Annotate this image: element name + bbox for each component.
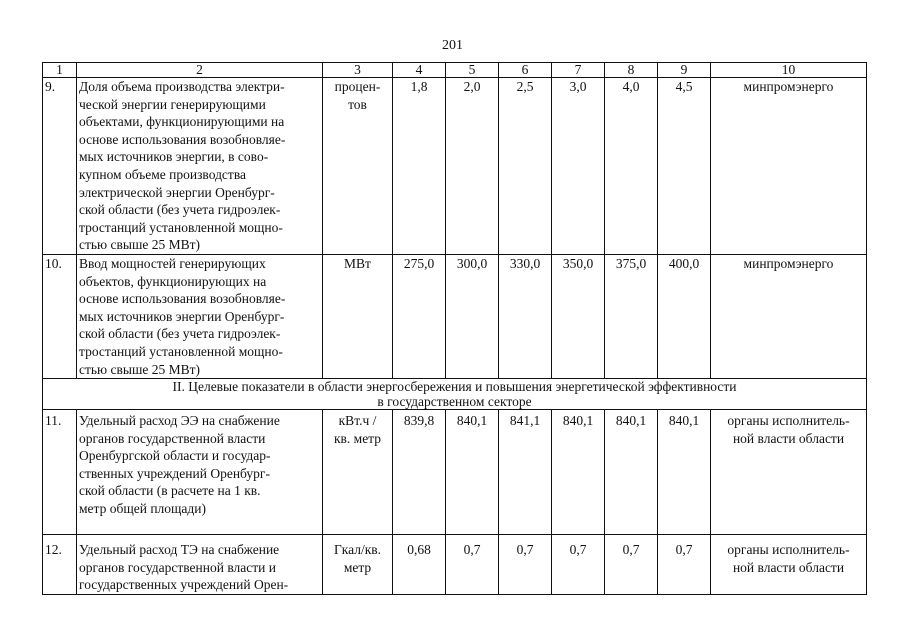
column-header: 3 [323, 63, 393, 78]
value-cell: 839,8 [393, 410, 446, 535]
indicator-description [77, 410, 323, 535]
table-row [43, 410, 867, 535]
value-cell: 350,0 [552, 254, 605, 378]
text-line: в государственном секторе [377, 394, 532, 410]
column-header: 6 [499, 63, 552, 78]
indicator-description [77, 254, 323, 378]
value-cell: 841,1 [499, 410, 552, 535]
text-line: объектами, функционирующими на [79, 114, 285, 130]
text-line: органы исполнитель- [727, 413, 850, 429]
text-line: минпромэнерго [743, 79, 834, 94]
row-number: 11. [43, 410, 77, 535]
value-cell: 275,0 [393, 254, 446, 378]
responsible-body [711, 78, 867, 255]
text-line: Удельный расход ЭЭ на снабжение [79, 413, 280, 429]
value-cell: 3,0 [552, 78, 605, 255]
value-cell: 4,5 [658, 78, 711, 255]
value-cell: 0,7 [446, 535, 499, 595]
text-line: процен- [334, 79, 381, 94]
text-line: ской области (без учета гидроэлек- [79, 326, 281, 342]
text-line: мых источников энергии Оренбург- [79, 308, 285, 324]
table-row [43, 78, 867, 255]
text-line: тов [348, 96, 367, 112]
unit-of-measure [323, 78, 393, 255]
text-line: II. Целевые показатели в области энергосбережения и повышения энергетической эффективности [172, 379, 737, 395]
value-cell: 2,5 [499, 78, 552, 255]
text-line: ской области (в расчете на 1 кв. [79, 483, 261, 499]
value-cell: 4,0 [605, 78, 658, 255]
text-line: основе использования возобновляе- [79, 131, 286, 147]
value-cell: 330,0 [499, 254, 552, 378]
text-line: Оренбургской области и государ- [79, 448, 271, 464]
column-header: 10 [711, 63, 867, 78]
text-line: купном объеме производства [79, 166, 247, 182]
value-cell: 400,0 [658, 254, 711, 378]
indicator-description [77, 535, 323, 595]
row-number: 10. [43, 254, 77, 378]
responsible-body [711, 254, 867, 378]
table-row [43, 254, 867, 378]
unit-of-measure [323, 410, 393, 535]
text-line: Доля объема производства электри- [79, 79, 285, 94]
text-line: основе использования возобновляе- [79, 291, 286, 307]
value-cell: 2,0 [446, 78, 499, 255]
unit-of-measure [323, 254, 393, 378]
text-line: метр общей площади) [79, 501, 207, 517]
column-header: 8 [605, 63, 658, 78]
row-number: 9. [43, 78, 77, 255]
value-cell: 840,1 [658, 410, 711, 535]
column-number-header [43, 63, 867, 78]
value-cell: 0,7 [552, 535, 605, 595]
text-line: государственных учреждений Орен- [79, 577, 289, 593]
text-line: Гкал/кв. [333, 542, 382, 558]
column-header: 7 [552, 63, 605, 78]
text-line: Ввод мощностей генерирующих [79, 255, 266, 271]
column-header: 4 [393, 63, 446, 78]
value-cell: 0,68 [393, 535, 446, 595]
page-number: 201 [442, 38, 463, 53]
column-header: 5 [446, 63, 499, 78]
column-header: 1 [43, 63, 77, 78]
text-line: ственных учреждений Оренбург- [79, 465, 270, 481]
indicators-table [42, 62, 867, 595]
text-line: кВт.ч / [338, 413, 377, 429]
text-line: объектов, функционирующих на [79, 273, 267, 289]
text-line: кв. метр [333, 430, 382, 446]
column-header: 2 [77, 63, 323, 78]
text-line: метр [343, 559, 372, 575]
value-cell: 840,1 [552, 410, 605, 535]
text-line: тростанций установленной мощно- [79, 219, 283, 235]
text-line: органов государственной власти и [79, 559, 276, 575]
value-cell: 0,7 [499, 535, 552, 595]
text-line: ной власти области [732, 430, 845, 446]
responsible-body [711, 535, 867, 595]
text-line: минпромэнерго [743, 255, 834, 271]
value-cell: 840,1 [605, 410, 658, 535]
table-row [43, 535, 867, 595]
value-cell: 1,8 [393, 78, 446, 255]
value-cell: 0,7 [658, 535, 711, 595]
text-line: ной власти области [732, 559, 845, 575]
text-line: тростанций установленной мощно- [79, 343, 283, 359]
text-line: органов государственной власти [79, 430, 266, 446]
section-header-row [43, 379, 867, 410]
value-cell: 0,7 [605, 535, 658, 595]
value-cell: 840,1 [446, 410, 499, 535]
text-line: мых источников энергии, в сово- [79, 149, 269, 165]
column-header: 9 [658, 63, 711, 78]
indicator-description [77, 78, 323, 255]
row-number: 12. [43, 535, 77, 595]
text-line: стью свыше 25 МВт) [79, 237, 200, 253]
value-cell: 300,0 [446, 254, 499, 378]
responsible-body [711, 410, 867, 535]
text-line: Удельный расход ТЭ на снабжение [79, 542, 280, 558]
text-line: ческой энергии генерирующими [79, 96, 266, 112]
text-line: органы исполнитель- [727, 542, 850, 558]
value-cell: 375,0 [605, 254, 658, 378]
text-line: МВт [344, 255, 371, 271]
text-line: стью свыше 25 МВт) [79, 361, 200, 377]
text-line: ской области (без учета гидроэлек- [79, 202, 281, 218]
section-title [43, 379, 867, 410]
unit-of-measure [323, 535, 393, 595]
text-line: электрической энергии Оренбург- [79, 184, 275, 200]
